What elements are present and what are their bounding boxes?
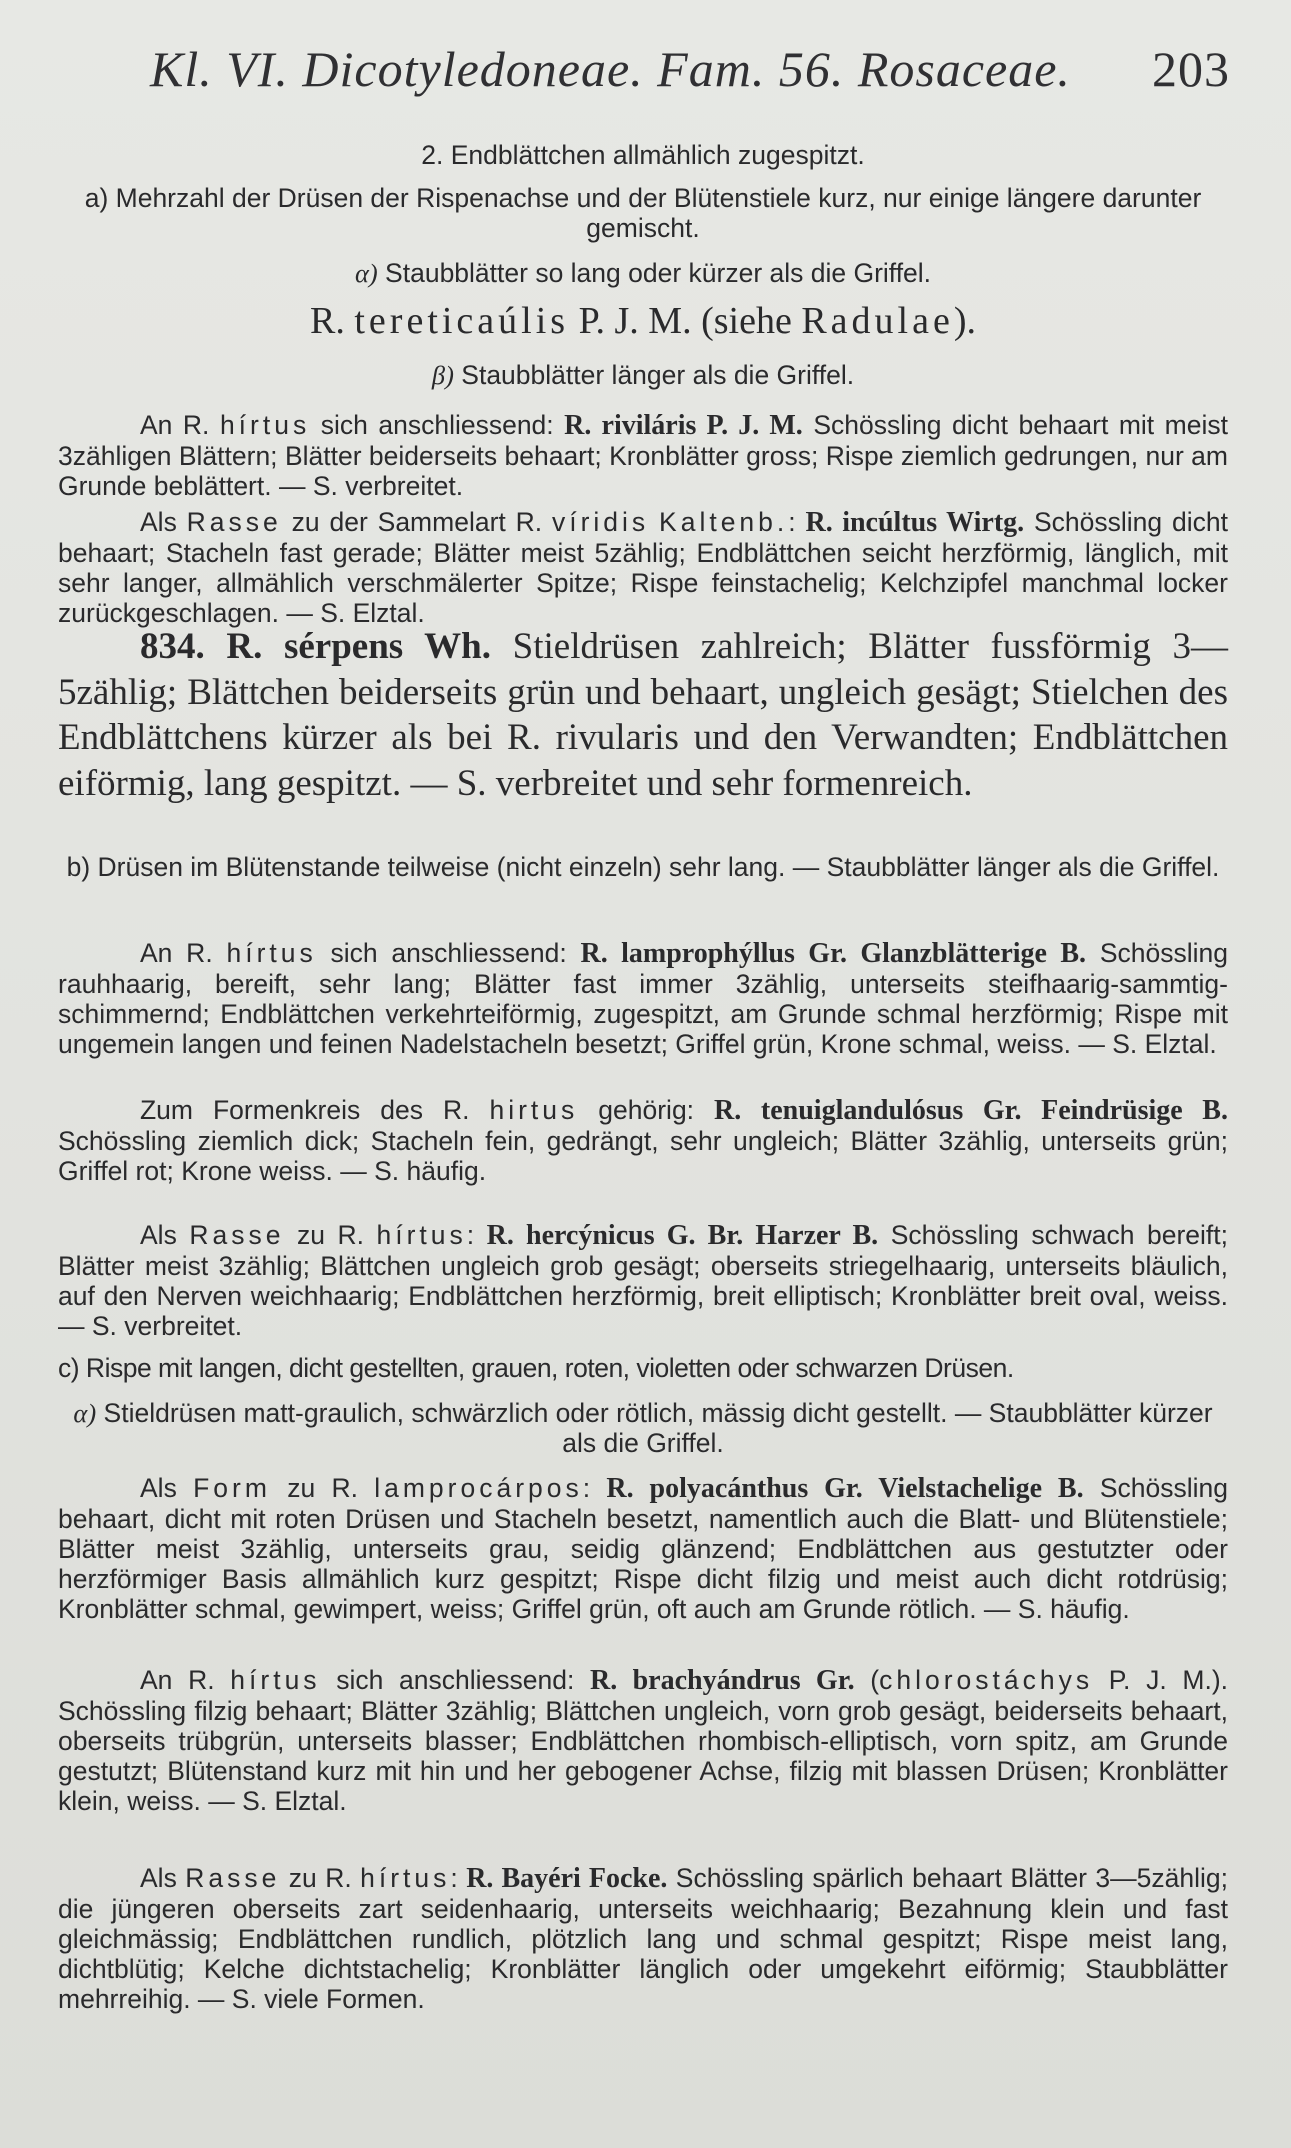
entry-description: Schössling schwach bereift; Blätter meist 3zählig; Blättchen ungleich grob gesägt; oberseits striegelhaarig, unterseits bläulich, auf den Nerven weichhaarig; Endblättchen herzförmig, breit elliptisch; Kronblätter breit oval, weiss. — S. verbreitet. [58,1220,1228,1341]
entry-ref: hírtus [226,938,317,968]
entry-description: Schössling filzig behaart; Blätter 3zählig; Blättchen ungleich, vorn grob gesägt, beiderseits behaart, oberseits trübgrün, unterseits blasser; Endblättchen rhombisch-elliptisch, vorn spitz, am Grunde gestutzt; Blütenstand kurz mit hin und her gebogener Achse, filzig mit blassen Drüsen; Kronblätter klein, weiss. — S. Elztal. [58,1696,1228,1816]
entry-author: Kaltenb. [659,507,789,537]
entry-description: Schössling dicht behaart; Stacheln fast gerade; Blätter meist 5zählig; Endblättchen seicht herzförmig, länglich, mit sehr langer, allmählich verschmälerter Spitze; Rispe feinstachelig; Kelchzipfel manchmal locker zurückgeschlagen. — S. Elztal. [58,507,1228,628]
entry-mid: zu R. [270,1473,375,1503]
key-step-a-text: a) Mehrzahl der Drüsen der Rispenachse und der Blütenstiele kurz, nur einige längere darunter gemischt. [84,183,1202,243]
entry-after: : [582,1473,607,1503]
entry-after: sich anschliessend: [310,410,565,440]
running-header [150,40,1230,98]
entry-ref: hírtus [376,1220,467,1250]
entry-after: sich anschliessend: [316,938,581,968]
entry-brachyandrus [58,1665,1228,1816]
entry-tenuiglandulosus [58,1095,1228,1186]
entry-after: : [788,507,806,537]
entry-mid: zu R. [280,1863,361,1893]
entry-lead: An R. [140,938,227,968]
entry-rank: Form [193,1473,271,1503]
entry-mid: zu R. [284,1220,377,1250]
synonym-author: P. J. M.). [1093,1665,1229,1695]
entry-after: : [466,1220,487,1250]
entry-serpens-834 [58,624,1228,806]
alpha-marker: α) [73,1398,97,1428]
entry-lead: An R. [140,410,220,440]
key-step-a [58,183,1228,243]
entry-rank: Rasse [186,507,282,537]
ref-pre: R. [310,300,355,342]
entry-ref: víridis [551,507,650,537]
key-step-b-text: b) Drüsen im Blütenstande teilweise (nicht einzeln) sehr lang. — Staubblätter länger als die Griffel. [66,852,1220,882]
entry-rank: Rasse [189,1220,285,1250]
entry-incultus [58,507,1228,628]
key-step-c [58,1353,1228,1383]
entry-rivularis [58,410,1228,501]
entry-mid2 [649,507,659,537]
entry-lead: Als [140,507,187,537]
key-step-c-text: c) Rispe mit langen, dicht gestellten, grauen, roten, violetten oder schwarzen Drüsen. [58,1353,1014,1383]
entry-lead: An R. [140,1665,231,1695]
entry-ref: hírtus [360,1863,451,1893]
species-description: Stieldrüsen zahlreich; Blätter fussförmig 3—5zählig; Blättchen beiderseits grün und behaart, ungleich gesägt; Stielchen des Endblättchens kürzer als bei R. rivularis und den Verwandten; Endblättchen eiförmig, lang gespitzt. — S. verbreitet und sehr formenreich. [58,626,1228,804]
synonym-name: chlorostáchys [879,1665,1094,1695]
species-reference [58,300,1228,342]
entry-lead: Als [140,1863,186,1893]
taxon-name: R. polyacánthus Gr. Vielstachelige B. [606,1473,1084,1504]
entry-hercynicus [58,1220,1228,1341]
key-step-c-alpha [58,1398,1228,1458]
key-step-beta-text: Staubblätter länger als die Griffel. [453,360,855,390]
key-step-c-alpha-text: Stieldrüsen matt-graulich, schwärzlich oder rötlich, mässig dicht gestellt. — Staubblätter kürzer als die Griffel. [96,1398,1213,1458]
entry-description: Schössling spärlich behaart Blätter 3—5zählig; die jüngeren oberseits zart seidenhaarig, unterseits weichhaarig; Bezahnung klein und fast gleichmässig; Endblättchen rundlich, plötzlich lang und schmal gespitzt; Rispe meist lang, dichtblütig; Kelche dichtstachelig; Kronblätter länglich oder umgekehrt eiförmig; Staubblätter mehrreihig. — S. viele Formen. [58,1863,1229,2014]
entry-description: Schössling ziemlich dick; Stacheln fein, gedrängt, sehr ungleich; Blätter 3zählig, unterseits grün; Griffel rot; Krone weiss. — S. häufig. [58,1126,1228,1186]
entry-ref: hírtus [230,1665,321,1695]
entry-description: Schössling dicht behaart mit meist 3zähligen Blättern; Blätter beiderseits behaart; Kronblätter gross; Rispe ziemlich gedrungen, nur am Grunde beblättert. — S. verbreitet. [58,410,1228,501]
entry-ref: hirtus [489,1095,579,1125]
key-step-alpha-text: Staubblätter so lang oder kürzer als die Griffel. [377,258,932,288]
alpha-marker: α) [354,258,378,288]
taxon-name: R. tenuiglandulósus Gr. Feindrüsige B. [714,1095,1228,1126]
key-step-2-text: 2. Endblättchen allmählich zugespitzt. [421,140,865,170]
entry-polyacanthus [58,1473,1228,1624]
entry-description: Schössling rauhhaarig, bereift, sehr lang; Blätter fast immer 3zählig, unterseits steifhaarig-sammtig-schimmernd; Endblättchen verkehrteiförmig, zugespitzt, am Grunde schmal herzförmig; Rispe mit ungemein langen und feinen Nadelstacheln besetzt; Griffel grün, Krone schmal, weiss. — S. Elztal. [58,938,1228,1059]
header-title: Kl. VI. Dicotyledoneae. Fam. 56. Rosaceae. [150,41,1071,97]
ref-mid: P. J. M. (siehe [569,300,802,342]
taxon-name: R. lamprophýllus Gr. Glanzblätterige B. [580,938,1087,969]
entry-lamprophyllus [58,938,1228,1059]
taxon-name: R. brachyándrus Gr. [590,1665,855,1696]
key-step-2 [58,140,1228,170]
entry-lead: Als [140,1473,194,1503]
entry-mid: zu der Sammelart R. [281,507,552,537]
beta-marker: β) [431,360,454,390]
key-step-b [58,852,1228,882]
taxon-name: R. hercýnicus G. Br. Harzer B. [486,1220,879,1251]
ref-post: ). [953,300,976,342]
entry-description: Schössling behaart, dicht mit roten Drüsen und Stacheln besetzt, namentlich auch die Blatt- und Blütenstiele; Blätter meist 3zählig, unterseits grau, seidig glänzend; Endblättchen aus gestutzter oder herzförmiger Basis allmählich kurz gespitzt; Rispe dicht filzig und meist auch dicht rotdrüsig; Kronblätter schmal, gewimpert, weiss; Griffel grün, oft auch am Grunde rötlich. — S. häufig. [58,1473,1228,1624]
species-number-name: 834. R. sérpens Wh. [140,626,491,667]
entry-rank: Rasse [185,1863,281,1893]
page-number: 203 [1152,41,1230,97]
entry-ref: hírtus [219,410,311,440]
ref-group: Radulae [801,300,954,342]
key-step-beta [58,360,1228,390]
entry-after: : [450,1863,467,1893]
ref-species: tereticaúlis [354,300,570,342]
entry-after: sich anschliessend: [320,1665,591,1695]
entry-ref: lamprocárpos [374,1473,583,1503]
entry-lead: Als [140,1220,190,1250]
key-step-alpha [58,258,1228,288]
taxon-name: R. incúltus Wirtg. [805,507,1025,538]
taxon-name: R. riviláris P. J. M. [564,410,803,441]
synonym-open: ( [854,1665,880,1695]
entry-lead: Zum Formenkreis des R. [140,1095,490,1125]
entry-bayeri [58,1863,1228,2014]
entry-after: gehörig: [578,1095,715,1125]
taxon-name: R. Bayéri Focke. [466,1863,668,1894]
